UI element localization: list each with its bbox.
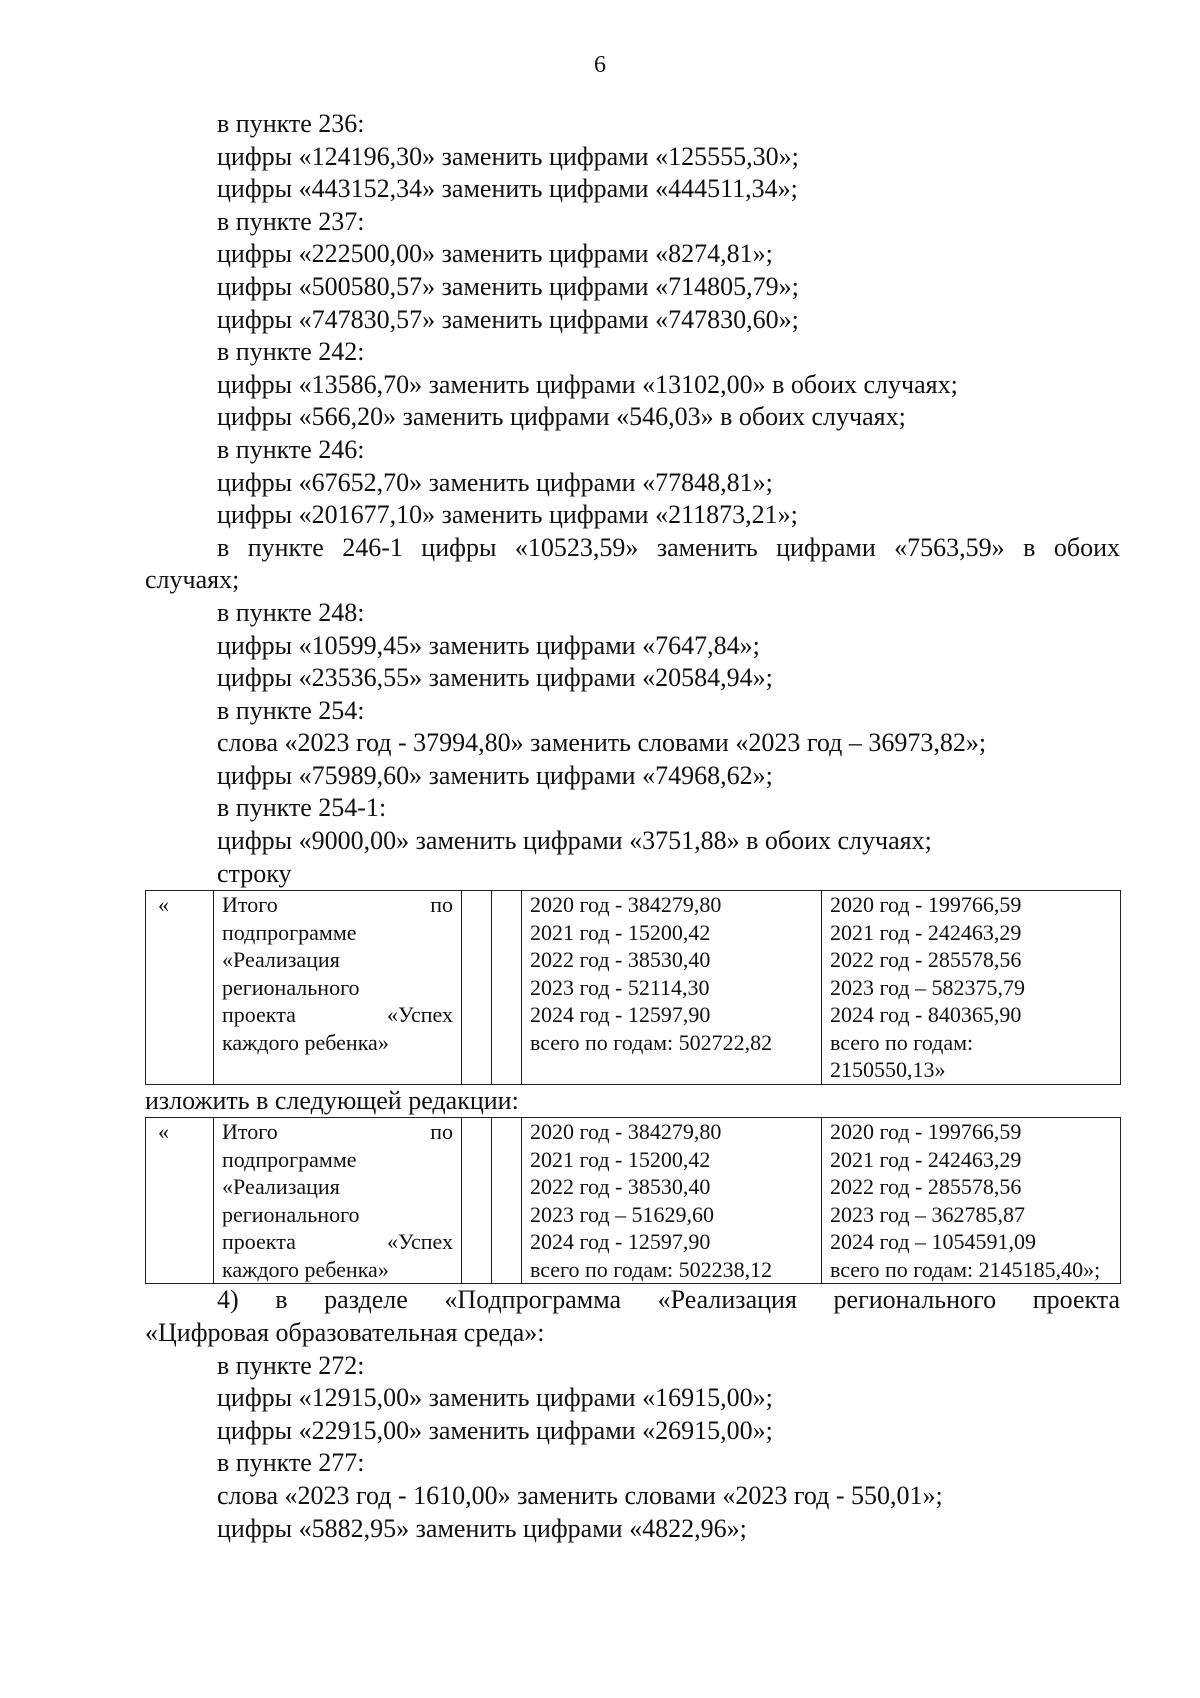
funding-cell-b: 2020 год - 199766,59 2021 год - 242463,29 2022 год - 285578,56 2023 год – 582375,79 2024 год - 840365,90 всего по годам: 2150550,13» — [822, 891, 1121, 1085]
paragraph-246-1: в пункте 246-1 цифры «10523,59» заменить цифрами «7563,59» в обоих — [217, 532, 1120, 562]
text-line: в пункте 242: — [217, 337, 365, 367]
quote-cell: « — [146, 1118, 214, 1284]
text-line: в пункте 246: — [217, 434, 365, 464]
table-row — [146, 1118, 1121, 1284]
empty-cell — [492, 1118, 522, 1284]
text-line: в пункте 237: — [217, 206, 365, 236]
text-line: цифры «222500,00» заменить цифрами «8274,81»; — [217, 239, 773, 269]
paragraph-4-continuation: «Цифровая образовательная среда»: — [145, 1317, 545, 1347]
text-line: в пункте 277: — [217, 1448, 365, 1478]
text-line: в пункте 254: — [217, 695, 365, 725]
text-line: цифры «201677,10» заменить цифрами «211873,21»; — [217, 500, 798, 530]
text-line: цифры «75989,60» заменить цифрами «74968,62»; — [217, 760, 773, 790]
table-row — [146, 891, 1121, 1085]
text-line: цифры «12915,00» заменить цифрами «16915,00»; — [217, 1383, 773, 1413]
text-line: в пункте 254-1: — [217, 793, 387, 823]
new-row-table — [145, 1117, 1121, 1284]
amendments-mid — [145, 597, 1120, 890]
text-line: слова «2023 год - 1610,00» заменить словами «2023 год - 550,01»; — [217, 1480, 943, 1510]
funding-cell-b: 2020 год - 199766,59 2021 год - 242463,29 2022 год - 285578,56 2023 год – 362785,87 2024 год – 1054591,09 всего по годам: 2145185,40»; — [822, 1118, 1121, 1284]
document-body — [145, 108, 1120, 1545]
empty-cell — [462, 1118, 492, 1284]
text-line: цифры «747830,57» заменить цифрами «747830,60»; — [217, 304, 799, 334]
new-row-table-wrap — [145, 1117, 1120, 1284]
empty-cell — [462, 891, 492, 1085]
funding-cell-a: 2020 год - 384279,80 2021 год - 15200,42 2022 год - 38530,40 2023 год - 52114,30 2024 год - 12597,90 всего по годам: 502722,82 — [522, 891, 822, 1085]
name-cell: Итого по подпрограмме «Реализация регионального проекта «Успех каждого ребенка» — [214, 1118, 462, 1284]
funding-cell-a: 2020 год - 384279,80 2021 год - 15200,42 2022 год - 38530,40 2023 год – 51629,60 2024 год - 12597,90 всего по годам: 502238,12 — [522, 1118, 822, 1284]
caption-new-version: изложить в следующей редакции: — [145, 1085, 519, 1115]
amendments-bottom — [145, 1350, 1120, 1546]
text-line: строку — [217, 858, 292, 888]
text-line: цифры «124196,30» заменить цифрами «125555,30»; — [217, 141, 799, 171]
quote-cell: « — [146, 891, 214, 1085]
text-line: цифры «443152,34» заменить цифрами «444511,34»; — [217, 174, 798, 204]
name-cell: Итого по подпрограмме «Реализация регионального проекта «Успех каждого ребенка» — [214, 891, 462, 1085]
page-number: 6 — [594, 52, 606, 78]
text-line: цифры «9000,00» заменить цифрами «3751,88» в обоих случаях; — [217, 826, 932, 856]
paragraph-246-1-continuation: случаях; — [145, 565, 240, 595]
old-row-table — [145, 890, 1121, 1085]
text-line: цифры «67652,70» заменить цифрами «77848,81»; — [217, 467, 773, 497]
text-line: цифры «13586,70» заменить цифрами «13102,00» в обоих случаях; — [217, 369, 958, 399]
amendments-top — [145, 108, 1120, 532]
text-line: цифры «500580,57» заменить цифрами «714805,79»; — [217, 271, 799, 301]
text-line: в пункте 272: — [217, 1350, 365, 1380]
text-line: в пункте 236: — [217, 109, 365, 138]
text-line: в пункте 248: — [217, 597, 365, 627]
text-line: цифры «566,20» заменить цифрами «546,03» в обоих случаях; — [217, 402, 906, 432]
paragraph-4: 4) в разделе «Подпрограмма «Реализация регионального проекта — [217, 1285, 1120, 1315]
text-line: цифры «10599,45» заменить цифрами «7647,84»; — [217, 630, 760, 660]
text-line: цифры «5882,95» заменить цифрами «4822,96»; — [217, 1513, 747, 1543]
text-line: цифры «22915,00» заменить цифрами «26915,00»; — [217, 1415, 773, 1445]
text-line: цифры «23536,55» заменить цифрами «20584,94»; — [217, 663, 773, 693]
text-line: слова «2023 год - 37994,80» заменить словами «2023 год – 36973,82»; — [217, 728, 987, 758]
old-row-table-wrap — [145, 890, 1120, 1085]
empty-cell — [492, 891, 522, 1085]
